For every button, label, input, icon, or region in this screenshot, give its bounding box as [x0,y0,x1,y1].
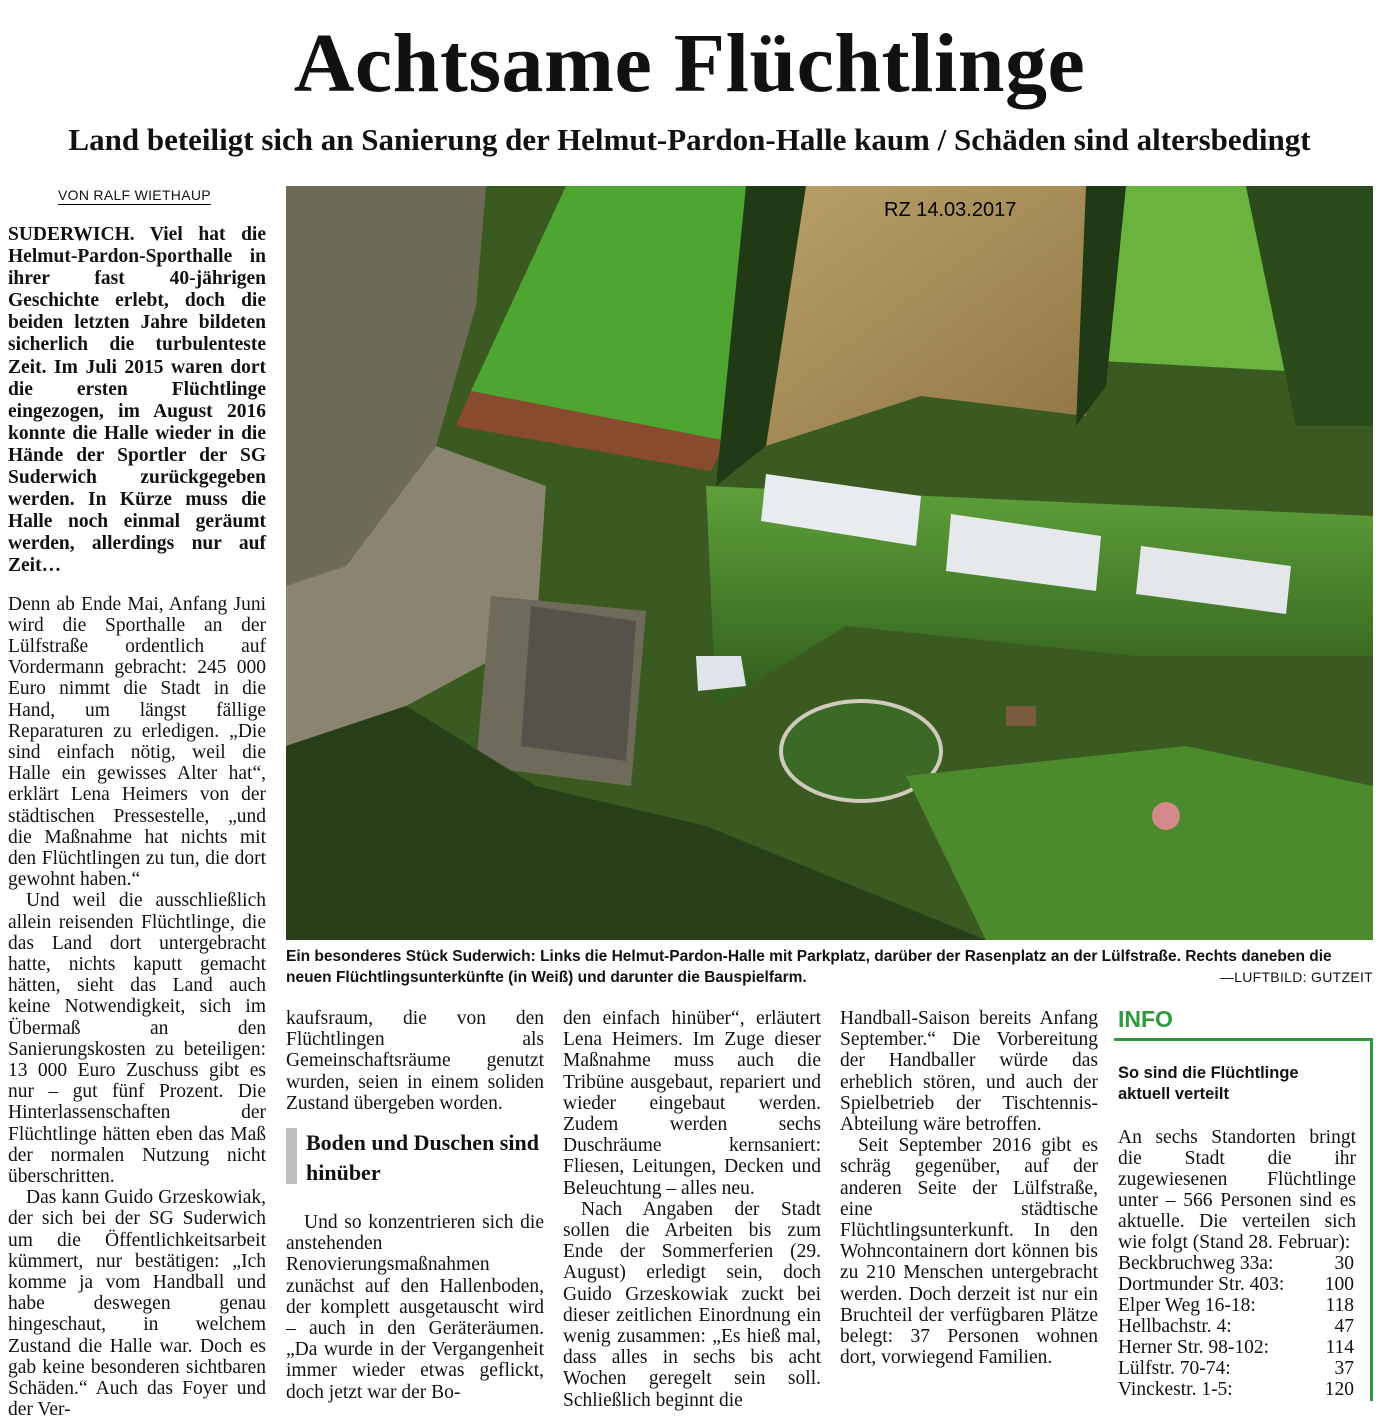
paragraph: Und so konzentrieren sich die anstehenden Renovierungsmaßnahmen zunächst auf den Hallenboden, der komplett ausgetauscht wird – auch in den Geräteräumen. „Da wurde in der Vergangenheit immer wieder etwas geflickt, doch jetzt war der Bo- [286,1212,544,1403]
count: 30 [1334,1253,1354,1274]
list-item [1118,1337,1354,1358]
place: Dortmunder Str. 403: [1118,1274,1285,1295]
paragraph: Das kann Guido Grzeskowiak, der sich bei der SG Suderwich um die Öffentlichkeitsarbeit kümmert, nur bestätigen: „Ich komme ja vom Handball und habe deswegen genau hingeschaut, in welchem Zustand die Halle war. Doch es gab keine besonderen sichtbaren Schäden.“ Auch das Foyer und der Ver- [8,1187,266,1420]
list-item [1118,1379,1354,1400]
lead-paragraph: SUDERWICH. Viel hat die Helmut-Pardon-Sporthalle in ihrer fast 40-jährigen Geschichte erlebt, doch die beiden letzten Jahre bildeten sicherlich die turbulenteste Zeit. Im Juli 2015 waren dort die ersten Flüchtlinge eingezogen, im August 2016 konnte die Halle wieder in die Hände der Sportler der SG Suderwich zurückgegeben werden. In Kürze muss die Halle noch einmal geräumt werden, allerdings nur auf Zeit… [8,224,266,577]
info-title: So sind die Flüchtlinge aktuell verteilt [1118,1064,1299,1103]
list-item [1118,1295,1354,1316]
info-label: INFO [1118,1006,1173,1032]
place: Hellbachstr. 4: [1118,1316,1232,1337]
list-item [1118,1316,1354,1337]
subheading-text: Boden und Duschen sind hinüber [306,1130,539,1185]
place: Lülfstr. 70-74: [1118,1358,1231,1379]
place: Vinckestr. 1-5: [1118,1379,1233,1400]
byline: VON RALF WIETHAUP [58,187,211,203]
aerial-photo [286,186,1373,940]
place: Beckbruchweg 33a: [1118,1253,1274,1274]
list-item [1118,1358,1354,1379]
subheadline: Land beteiligt sich an Sanierung der Helmut-Pardon-Halle kaum / Schäden sind altersbedingt [68,122,1311,157]
count: 47 [1334,1316,1354,1337]
article-column-3 [563,1008,821,1411]
list-item [1118,1253,1354,1274]
info-text: An sechs Standorten bringt die Stadt die ihr zugewiesenen Flüchtlinge unter – 566 Personen sind es aktuelle. Die verteilen sich wie folgt (Stand 28. Februar): [1118,1127,1356,1253]
paragraph: Und weil die ausschließlich allein reisenden Flüchtlinge, die das Land dort untergebracht hatte, nichts kaputt gemacht hätten, sieht das Land auch keine Notwendigkeit, sich im Übermaß an den Sanierungskosten zu beteiligen: 13 000 Euro Zuschuss gibt es nur – gut fünf Prozent. Die Hinterlassenschaften der Flüchtlinge hätten eben das Maß der normalen Nutzung nicht überschritten. [8,890,266,1187]
count: 37 [1334,1358,1354,1379]
count: 118 [1325,1295,1354,1316]
paragraph: Seit September 2016 gibt es schräg gegenüber, auf der anderen Seite der Lülfstraße, eine städtische Flüchtlingsunterkunft. In den Wohncontainern dort können bis zu 210 Menschen untergebracht werden. Doch derzeit ist nur ein Bruchteil der verfügbaren Plätze belegt: 37 Personen wohnen dort, vorwiegend Familien. [840,1135,1098,1369]
date-stamp: RZ 14.03.2017 [884,199,1017,221]
count: 120 [1324,1379,1354,1400]
count: 100 [1324,1274,1354,1295]
paragraph: Nach Angaben der Stadt sollen die Arbeiten bis zum Ende der Sommerferien (29. August) erledigt sein, doch Guido Grzeskowiak zuckt bei dieser zeitlichen Einordnung ein wenig zusammen: „Es hieß mal, dass alles in sechs bis acht Wochen geregelt sein soll. Schließlich beginnt die [563,1198,821,1411]
photo-credit: —LUFTBILD: GUTZEIT [1219,969,1373,985]
paragraph: kaufsraum, die von den Flüchtlingen als Gemeinschaftsräume genutzt wurden, seien in einem soliden Zustand übergeben worden. [286,1008,544,1114]
place: Herner Str. 98-102: [1118,1337,1270,1358]
info-list [1118,1253,1354,1400]
count: 114 [1325,1337,1354,1358]
article-column-2-continued [286,1212,544,1403]
photo-caption: Ein besonderes Stück Suderwich: Links die Helmut-Pardon-Halle mit Parkplatz, darüber der Rasenplatz an der Lülfstraße. Rechts daneben die neuen Flüchtlingsunterkünfte (in Weiß) und darunter die Bauspielfarm. [286,948,1332,986]
paragraph: Denn ab Ende Mai, Anfang Juni wird die Sporthalle an der Lülfstraße ordentlich auf Vordermann gebracht: 245 000 Euro nimmt die Stadt in die Hand, um längst fällige Reparaturen zu erledigen. „Die sind einfach nötig, weil die Halle ein gewisses Alter hat“, erklärt Lena Heimers von der städtischen Pressestelle, „und die Maßnahme hat nichts mit den Flüchtlingen zu tun, die dort gewohnt haben.“ [8,593,266,891]
paragraph: den einfach hinüber“, erläutert Lena Heimers. Im Zuge dieser Maßnahme muss auch die Tribüne ausgebaut, repariert und wieder eingebaut werden. Zudem werden sechs Duschräume kernsaniert: Fliesen, Leitungen, Decken und Beleuchtung – alles neu. [563,1008,821,1199]
list-item [1118,1274,1354,1295]
paragraph: Handball-Saison bereits Anfang September.“ Die Vorbereitung der Handballer würde das erheblich stören, und auch der Spielbetrieb der Tischtennis-Abteilung wäre betroffen. [840,1008,1098,1136]
article-column-4 [840,1008,1098,1368]
article-column-1 [8,224,266,1420]
article-column-2 [286,1008,544,1114]
headline: Achtsame Flüchtlinge [293,17,1086,110]
section-subheading [286,1128,544,1184]
place: Elper Weg 16-18: [1118,1295,1256,1316]
subheading-bar [286,1128,297,1184]
